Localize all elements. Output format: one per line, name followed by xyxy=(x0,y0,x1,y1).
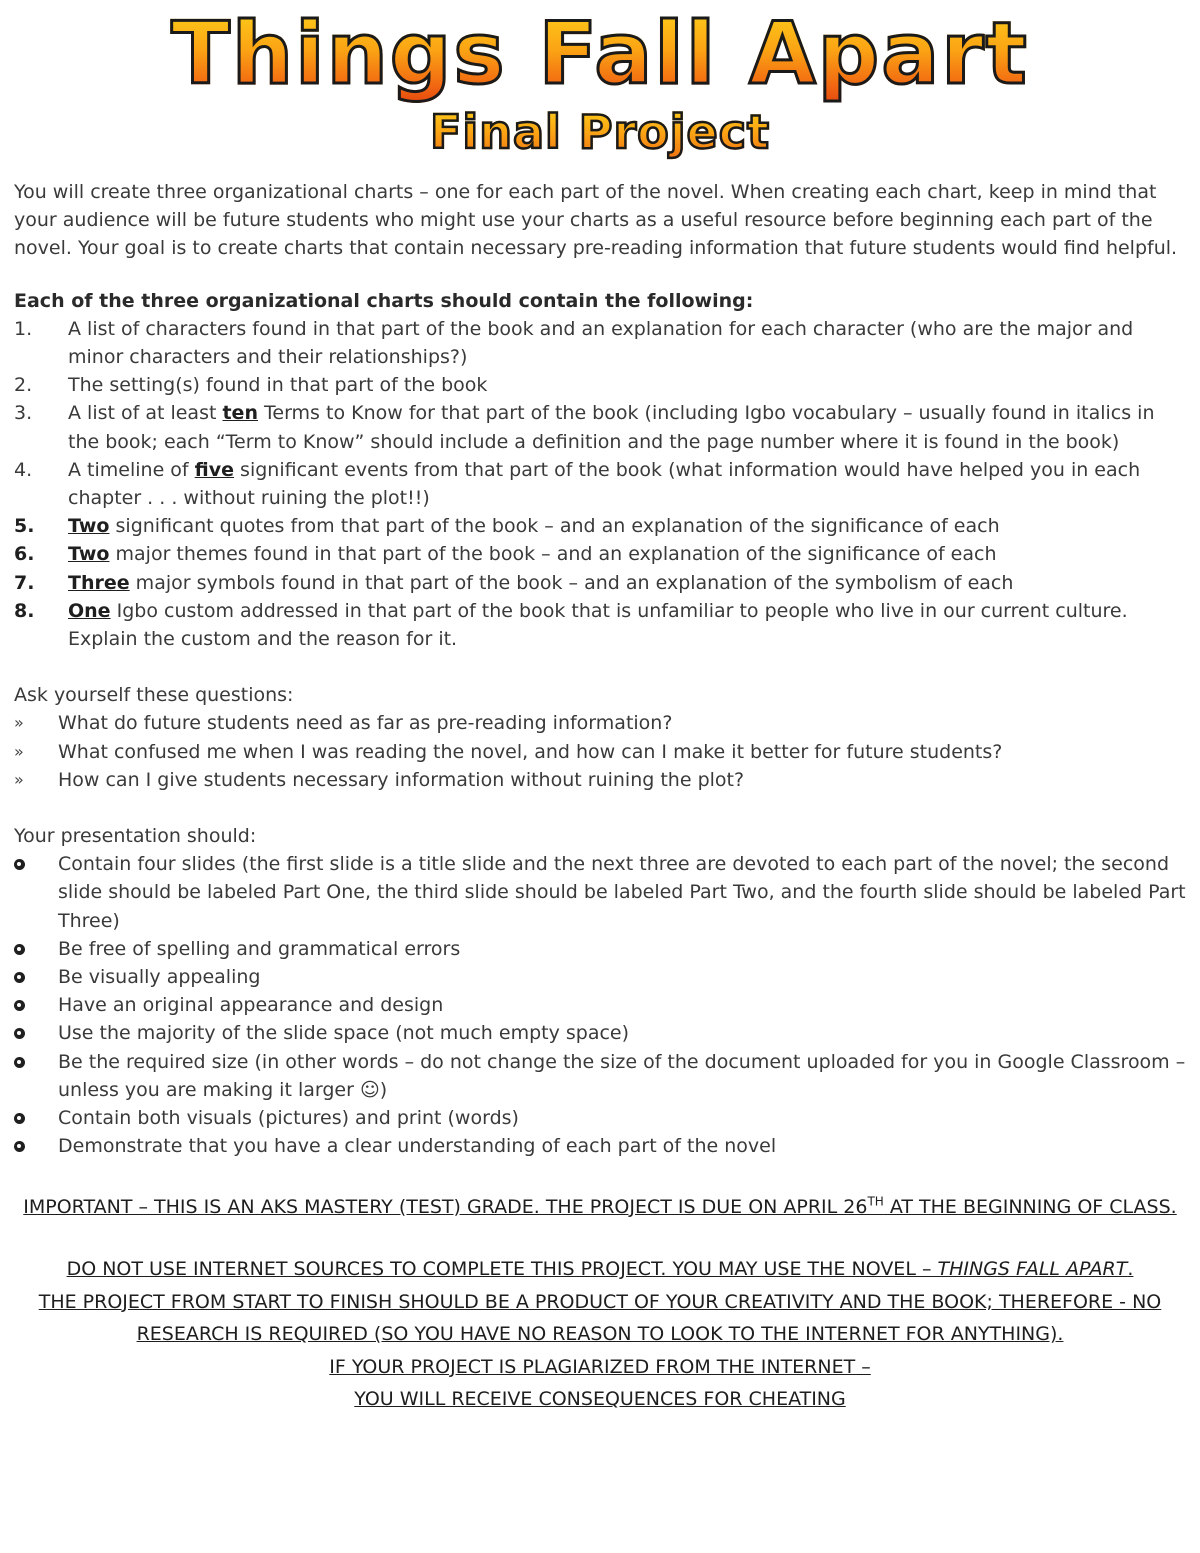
internet-warning-line: IF YOUR PROJECT IS PLAGIARIZED FROM THE INTERNET – xyxy=(329,1355,871,1378)
requirement-emphasis: Two xyxy=(68,515,110,538)
presentation-item xyxy=(14,991,1186,1019)
circle-bullet-icon xyxy=(14,944,25,955)
requirement-text: major themes found in that part of the book – and an explanation of the significance of each xyxy=(109,543,997,566)
requirement-item xyxy=(14,315,1186,371)
question-text: What do future students need as far as pre-reading information? xyxy=(58,712,673,735)
important-notice-text-end: AT THE BEGINNING OF CLASS. xyxy=(883,1195,1177,1218)
requirement-number: 1. xyxy=(14,317,33,340)
novel-title: THINGS FALL APART xyxy=(937,1258,1128,1280)
presentation-text: Contain both visuals (pictures) and print (words) xyxy=(58,1107,519,1130)
requirement-text-before: A timeline of xyxy=(68,458,195,481)
presentation-text: Be free of spelling and grammatical errors xyxy=(58,937,461,960)
presentation-item xyxy=(14,1019,1186,1047)
internet-warning xyxy=(14,1253,1186,1416)
requirement-item xyxy=(14,456,1186,512)
requirement-number: 8. xyxy=(14,599,35,622)
requirement-number: 2. xyxy=(14,374,33,397)
important-notice xyxy=(14,1191,1186,1224)
question-text: What confused me when I was reading the novel, and how can I make it better for future students? xyxy=(58,740,1003,763)
requirement-number: 5. xyxy=(14,515,35,538)
requirement-text: Igbo custom addressed in that part of the book that is unfamiliar to people who live in our current culture. Explain the custom and the reason for it. xyxy=(68,599,1128,651)
internet-warning-text: DO NOT USE INTERNET SOURCES TO COMPLETE THIS PROJECT. YOU MAY USE THE NOVEL – xyxy=(66,1258,938,1280)
requirement-item xyxy=(14,540,1186,568)
requirements-list xyxy=(14,315,1186,653)
requirements-heading: Each of the three organizational charts should contain the following: xyxy=(14,289,754,312)
requirement-text: major symbols found in that part of the book – and an explanation of the symbolism of each xyxy=(129,571,1014,594)
requirement-text: A list of characters found in that part of the book and an explanation for each character (who are the major and minor characters and their relationships?) xyxy=(68,317,1134,369)
presentation-text: Contain four slides (the first slide is a title slide and the next three are devoted to each part of the novel; the second slide should be labeled Part One, the third slide should be labeled Part Two, and the fourth slide should be labeled Part Three) xyxy=(58,853,1186,932)
date-suffix: TH xyxy=(867,1194,884,1209)
chevron-bullet-icon: » xyxy=(14,713,24,733)
requirement-text: The setting(s) found in that part of the book xyxy=(68,374,488,397)
questions-heading: Ask yourself these questions: xyxy=(14,684,294,707)
presentation-text: Be visually appealing xyxy=(58,966,261,989)
presentation-item xyxy=(14,935,1186,963)
requirement-number: 3. xyxy=(14,402,33,425)
requirement-emphasis: ten xyxy=(222,402,258,425)
chevron-bullet-icon: » xyxy=(14,769,24,789)
presentation-text: Demonstrate that you have a clear understanding of each part of the novel xyxy=(58,1135,777,1158)
presentation-text: Be the required size (in other words – do not change the size of the document uploaded for you in Google Classroom – unless you are making it larger ☺) xyxy=(58,1050,1186,1101)
questions-list xyxy=(14,709,1186,794)
requirement-emphasis: One xyxy=(68,599,111,622)
requirement-number: 4. xyxy=(14,458,33,481)
circle-bullet-icon xyxy=(14,859,25,870)
presentation-item xyxy=(14,1048,1186,1104)
circle-bullet-icon xyxy=(14,1000,25,1011)
intro-paragraph: You will create three organizational charts – one for each part of the novel. When creating each chart, keep in mind that your audience will be future students who might use your charts as a useful resource before beginning each part of the novel. Your goal is to create charts that contain necessary pre-reading information that future students would find helpful. xyxy=(14,181,1178,260)
requirement-emphasis: Three xyxy=(68,571,130,594)
internet-warning-line xyxy=(14,1253,1186,1286)
chevron-bullet-icon: » xyxy=(14,741,24,761)
presentation-item xyxy=(14,1132,1186,1160)
internet-warning-period: . xyxy=(1127,1258,1134,1280)
presentation-text: Have an original appearance and design xyxy=(58,994,444,1017)
requirement-number: 7. xyxy=(14,571,35,594)
requirement-item xyxy=(14,512,1186,540)
circle-bullet-icon xyxy=(14,1028,25,1039)
presentation-text: Use the majority of the slide space (not much empty space) xyxy=(58,1022,630,1045)
presentation-item xyxy=(14,963,1186,991)
requirement-text: Terms to Know for that part of the book (including Igbo vocabulary – usually found in italics in the book; each “Term to Know” should include a definition and the page number where it is found in the book) xyxy=(68,402,1155,453)
presentation-list xyxy=(14,850,1186,1160)
circle-bullet-icon xyxy=(14,1141,25,1152)
presentation-heading: Your presentation should: xyxy=(14,825,257,848)
requirement-item xyxy=(14,597,1186,653)
title-block xyxy=(14,0,1186,172)
requirement-text: significant events from that part of the book (what information would have helped you in each chapter . . . without ruining the plot!!) xyxy=(68,458,1141,510)
requirement-text-before: A list of at least xyxy=(68,402,223,425)
question-item xyxy=(14,766,1186,794)
requirement-item xyxy=(14,569,1186,597)
circle-bullet-icon xyxy=(14,972,25,983)
requirement-text: significant quotes from that part of the book – and an explanation of the significance of each xyxy=(109,515,1000,538)
sub-title: Final Project xyxy=(14,104,1186,160)
requirement-number: 6. xyxy=(14,543,35,566)
question-item xyxy=(14,738,1186,766)
requirement-emphasis: five xyxy=(194,458,235,481)
presentation-item xyxy=(14,850,1186,935)
requirement-item xyxy=(14,399,1186,455)
question-item xyxy=(14,709,1186,737)
question-text: How can I give students necessary information without ruining the plot? xyxy=(58,768,745,791)
circle-bullet-icon xyxy=(14,1113,25,1124)
requirement-item xyxy=(14,371,1186,399)
presentation-item xyxy=(14,1104,1186,1132)
important-notice-text: IMPORTANT – THIS IS AN AKS MASTERY (TEST) GRADE. THE PROJECT IS DUE ON APRIL 26 xyxy=(23,1195,868,1218)
internet-warning-line: YOU WILL RECEIVE CONSEQUENCES FOR CHEATING xyxy=(354,1388,846,1410)
requirement-emphasis: Two xyxy=(68,543,110,566)
internet-warning-line: THE PROJECT FROM START TO FINISH SHOULD BE A PRODUCT OF YOUR CREATIVITY AND THE BOOK; THEREFORE - NO RESEARCH IS REQUIRED (SO YOU HAVE NO REASON TO LOOK TO THE INTERNET FOR ANYTHING). xyxy=(38,1290,1162,1345)
main-title: Things Fall Apart xyxy=(14,4,1186,104)
circle-bullet-icon xyxy=(14,1057,25,1068)
